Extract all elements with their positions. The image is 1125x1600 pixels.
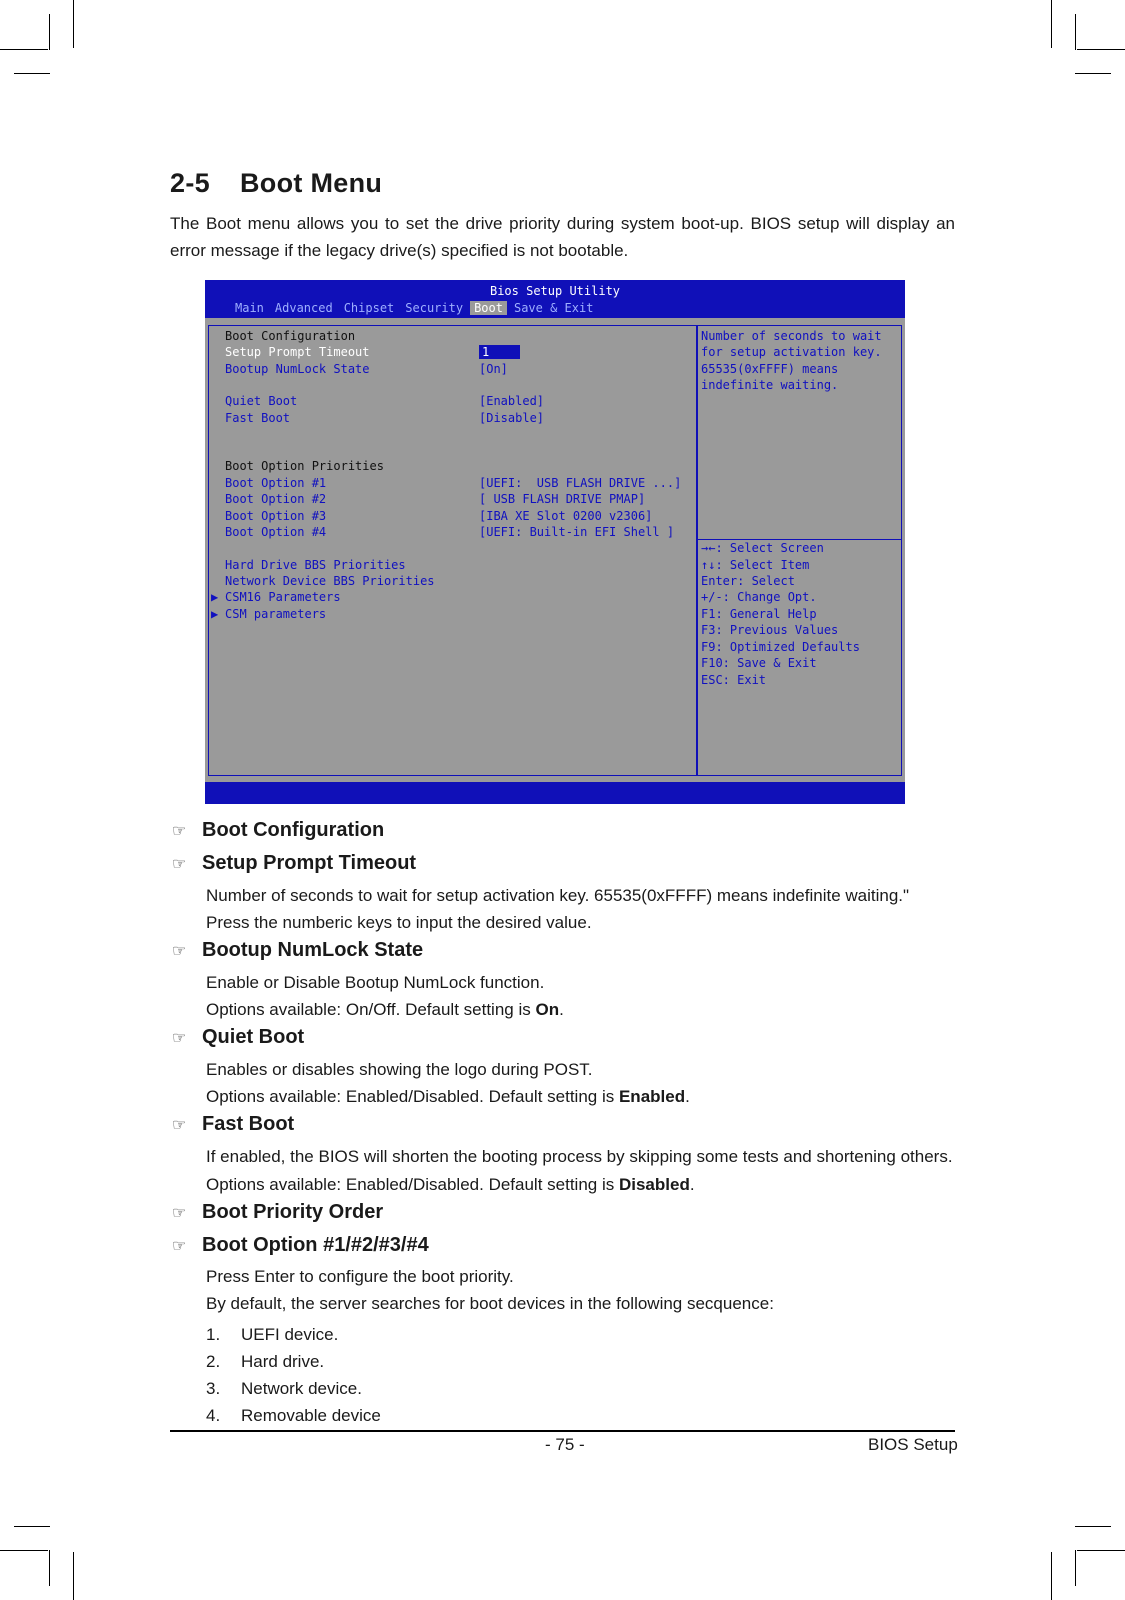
bios-item-setup-prompt-timeout[interactable]: Setup Prompt Timeout	[225, 345, 370, 359]
pointing-hand-icon: ☞	[172, 1117, 187, 1134]
help-divider	[698, 539, 901, 540]
key-hint: ↑↓: Select Item	[701, 558, 810, 572]
pointing-hand-icon: ☞	[172, 856, 187, 873]
bios-help-panel	[697, 325, 902, 776]
pointing-hand-icon: ☞	[172, 943, 187, 960]
crop-mark	[14, 73, 50, 74]
crop-mark	[49, 14, 50, 50]
pointing-hand-icon: ☞	[172, 1030, 187, 1047]
key-hint: F10: Save & Exit	[701, 656, 817, 670]
subsection-title: Setup Prompt Timeout	[202, 852, 417, 874]
bios-item-boot-option-2[interactable]: Boot Option #2	[225, 492, 327, 506]
section-heading	[170, 168, 382, 199]
list-text: Network device.	[241, 1379, 362, 1398]
bios-item-csm16[interactable]: CSM16 Parameters	[225, 590, 341, 604]
subsection-title: Boot Priority Order	[202, 1201, 384, 1223]
bios-value-boot-option-3[interactable]: [IBA XE Slot 0200 v2306]	[479, 509, 653, 523]
list-number: 2.	[206, 1352, 221, 1371]
bios-tab-advanced[interactable]: Advanced	[274, 301, 333, 315]
bios-tab-save-exit[interactable]: Save & Exit	[513, 301, 594, 315]
bios-title-bar	[205, 280, 905, 318]
description-line: Enables or disables showing the logo during POST.	[206, 1060, 593, 1079]
crop-mark	[1075, 1550, 1076, 1586]
crop-mark	[73, 0, 74, 48]
options-text: Options available: Enabled/Disabled. Default setting is	[206, 1087, 619, 1106]
key-hint: F3: Previous Values	[701, 623, 839, 637]
crop-mark	[1077, 1550, 1125, 1551]
footer-rule	[170, 1430, 955, 1432]
key-hint: →←: Select Screen	[701, 541, 824, 555]
key-hint: F1: General Help	[701, 607, 817, 621]
bios-value-numlock[interactable]: [On]	[479, 362, 508, 376]
bios-label: Boot Option Priorities	[225, 459, 384, 473]
bios-value-wrap	[479, 345, 520, 359]
list-text: Removable device	[241, 1406, 381, 1425]
key-hint: F9: Optimized Defaults	[701, 640, 860, 654]
crop-mark	[49, 1550, 50, 1586]
subsection-title: Quiet Boot	[202, 1026, 305, 1048]
help-line: indefinite waiting.	[701, 378, 839, 392]
bios-value-boot-option-1[interactable]: [UEFI: USB FLASH DRIVE ...]	[479, 476, 682, 490]
key-hint: +/-: Change Opt.	[701, 590, 817, 604]
bios-item-boot-option-4[interactable]: Boot Option #4	[225, 525, 327, 539]
bios-label: Boot Configuration	[225, 329, 356, 343]
bios-tab-chipset[interactable]: Chipset	[343, 301, 395, 315]
options-line: Options available: Enabled/Disabled. Default setting is Enabled.	[206, 1087, 690, 1106]
bios-tab-main[interactable]: Main	[235, 301, 264, 315]
bios-item-boot-option-3[interactable]: Boot Option #3	[225, 509, 327, 523]
crop-mark	[1051, 0, 1052, 48]
key-hint: ESC: Exit	[701, 673, 767, 687]
section-title: Boot Menu	[240, 168, 383, 198]
subsection-heading	[172, 852, 416, 875]
submenu-arrow-icon: ▶	[211, 590, 219, 604]
list-text: UEFI device.	[241, 1325, 339, 1344]
subsection-heading	[172, 939, 423, 962]
list-item	[206, 1379, 362, 1399]
intro-text: The Boot menu allows you to set the drive priority during system boot-up. BIOS setup will display an error message if the legacy drive(s) specified is not bootable.	[170, 214, 955, 260]
description-line: By default, the server searches for boot devices in the following secquence:	[206, 1294, 774, 1313]
list-number: 3.	[206, 1379, 221, 1398]
crop-mark	[73, 1552, 74, 1600]
subsection-heading	[172, 819, 384, 842]
description-line: If enabled, the BIOS will shorten the booting process by skipping some tests and shortening others.	[206, 1147, 953, 1166]
crop-mark	[1075, 1526, 1111, 1527]
options-line: Options available: On/Off. Default setting is On.	[206, 1000, 564, 1019]
crop-mark	[1051, 1552, 1052, 1600]
bios-value-boot-option-4[interactable]: [UEFI: Built-in EFI Shell ]	[479, 525, 675, 539]
key-hint: Enter: Select	[701, 574, 795, 588]
bios-status-bar	[205, 782, 905, 804]
default-value: Disabled	[618, 1175, 690, 1194]
description-line: Number of seconds to wait for setup activation key. 65535(0xFFFF) means indefinite waiting."	[206, 886, 910, 905]
bios-screenshot	[205, 280, 905, 804]
subsection-heading	[172, 1201, 383, 1224]
options-line: Options available: Enabled/Disabled. Default setting is Disabled.	[206, 1175, 695, 1194]
list-item	[206, 1352, 324, 1372]
subsection-title: Fast Boot	[202, 1113, 295, 1135]
subsection-heading	[172, 1234, 429, 1257]
options-text: Options available: Enabled/Disabled. Default setting is	[206, 1175, 619, 1194]
bios-tab-security[interactable]: Security	[405, 301, 464, 315]
bios-item-network-bbs[interactable]: Network Device BBS Priorities	[225, 574, 435, 588]
subsection-heading	[172, 1113, 294, 1136]
crop-mark	[1077, 49, 1125, 50]
section-number: 2-5	[170, 168, 210, 198]
list-number: 4.	[206, 1406, 221, 1425]
default-value: On	[535, 1000, 560, 1019]
bios-menu-bar	[231, 301, 600, 315]
description-line: Press the numberic keys to input the desired value.	[206, 913, 592, 932]
help-line: for setup activation key.	[701, 345, 882, 359]
bios-item-boot-option-1[interactable]: Boot Option #1	[225, 476, 327, 490]
help-line: Number of seconds to wait	[701, 329, 882, 343]
bios-title: Bios Setup Utility	[489, 284, 621, 298]
pointing-hand-icon: ☞	[172, 823, 187, 840]
pointing-hand-icon: ☞	[172, 1205, 187, 1222]
crop-mark	[0, 1550, 48, 1551]
subsection-heading	[172, 1026, 304, 1049]
bios-item-numlock[interactable]: Bootup NumLock State	[225, 362, 370, 376]
default-value: Enabled	[618, 1087, 686, 1106]
list-item	[206, 1325, 338, 1345]
bios-value-boot-option-2[interactable]: [ USB FLASH DRIVE PMAP]	[479, 492, 646, 506]
crop-mark	[0, 49, 48, 50]
crop-mark	[1075, 73, 1111, 74]
help-line: 65535(0xFFFF) means	[701, 362, 839, 376]
bios-value-fast-boot[interactable]: [Disable]	[479, 411, 545, 425]
subsection-title: Bootup NumLock State	[202, 939, 424, 961]
bios-item-csm[interactable]: CSM parameters	[225, 607, 327, 621]
submenu-arrow-icon: ▶	[211, 607, 219, 621]
description-line: Enable or Disable Bootup NumLock function.	[206, 973, 545, 992]
pointing-hand-icon: ☞	[172, 1238, 187, 1255]
list-number: 1.	[206, 1325, 221, 1344]
bios-item-fast-boot[interactable]: Fast Boot	[225, 411, 291, 425]
description-line: Press Enter to configure the boot priority.	[206, 1267, 514, 1286]
options-text: Options available: On/Off. Default setting is	[206, 1000, 536, 1019]
list-text: Hard drive.	[241, 1352, 325, 1371]
bios-item-quiet-boot[interactable]: Quiet Boot	[225, 394, 298, 408]
bios-tab-boot[interactable]: Boot	[470, 301, 507, 315]
list-item	[206, 1406, 381, 1426]
bios-item-hdd-bbs[interactable]: Hard Drive BBS Priorities	[225, 558, 406, 572]
bios-value-timeout[interactable]: 1	[479, 345, 520, 359]
bios-settings-panel	[208, 325, 697, 776]
crop-mark	[14, 1526, 50, 1527]
page-number: - 75 -	[545, 1435, 585, 1454]
subsection-title: Boot Configuration	[202, 819, 385, 841]
bios-value-quiet-boot[interactable]: [Enabled]	[479, 394, 545, 408]
subsection-title: Boot Option #1/#2/#3/#4	[202, 1234, 429, 1256]
crop-mark	[1075, 14, 1076, 50]
chapter-name: BIOS Setup	[868, 1435, 958, 1454]
